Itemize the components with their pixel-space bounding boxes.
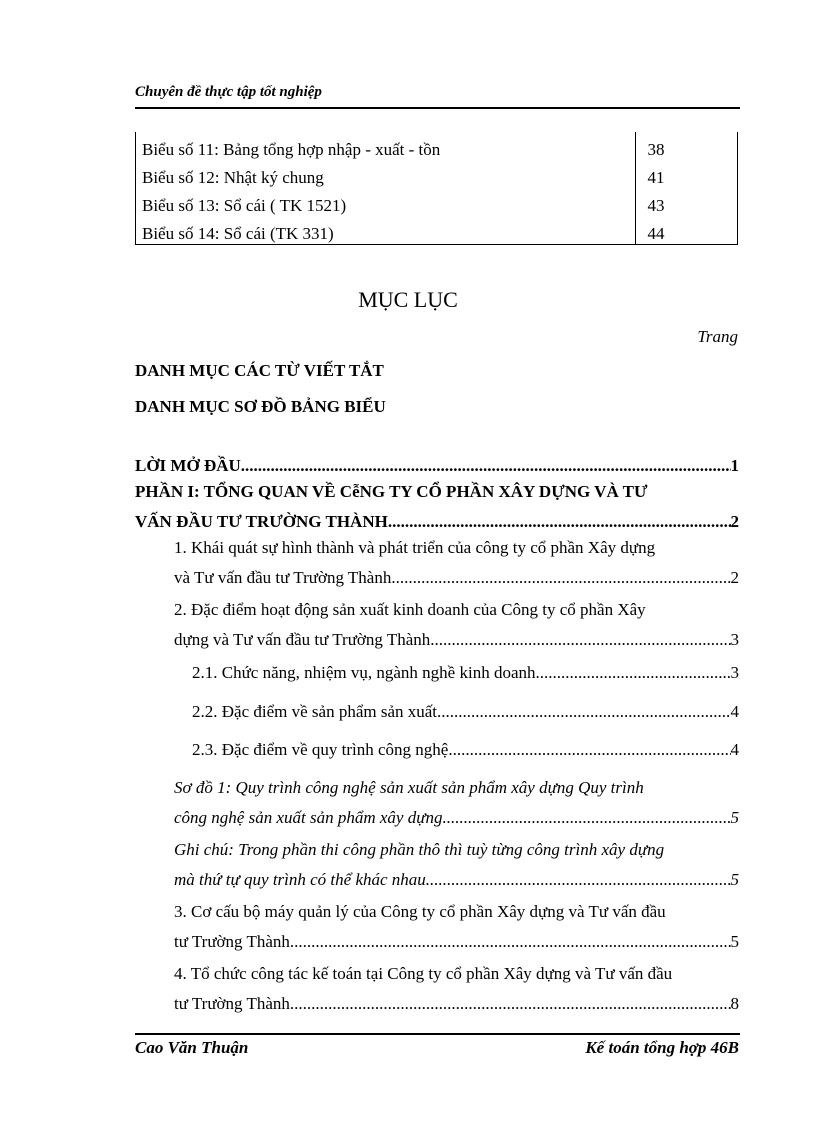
table-row [136, 216, 738, 245]
toc-entry-section-4[interactable] [174, 959, 739, 1019]
toc-entry-text: tư Trường Thành [174, 932, 290, 951]
toc-entry-text: PHẦN I: TỔNG QUAN VỀ CễNG TY CỔ PHẦN XÂY DỰNG VÀ TƯ [135, 482, 648, 501]
toc-entry-section-2[interactable] [174, 595, 739, 655]
toc-entry-text: công nghệ sản xuất sản phẩm xây dựng [174, 808, 443, 827]
toc-entry-text: 2.1. Chức năng, nhiệm vụ, ngành nghề kinh doanh [192, 663, 536, 682]
toc-entry-text: LỜI MỞ ĐẦU [135, 456, 241, 475]
toc-entry-section-2-2[interactable] [192, 697, 739, 727]
toc-entry-text: 2.2. Đặc điểm về sản phẩm sản xuất [192, 702, 438, 721]
toc-entry-text: 2.3. Đặc điểm về quy trình công nghệ [192, 740, 449, 759]
toc-entry-page: 1 [730, 456, 739, 475]
toc-entry-page: 4 [730, 740, 739, 759]
toc-entry-text: 3. Cơ cấu bộ máy quản lý của Công ty cổ phần Xây dựng và Tư vấn đầu [174, 902, 666, 921]
toc-entry-text: 2. Đặc điểm hoạt động sản xuất kinh doanh của Công ty cổ phần Xây [174, 600, 646, 619]
toc-entry-text: Ghi chú: Trong phần thi công phần thô thì tuỳ từng công trình xây dựng [174, 840, 665, 859]
table-cell-label: Biểu số 12: Nhật ký chung [136, 160, 636, 188]
toc-entry-text: 1. Khái quát sự hình thành và phát triển của công ty cổ phần Xây dựng [174, 538, 656, 557]
toc-entry-page: 5 [730, 932, 739, 951]
toc-diagrams-heading: DANH MỤC SƠ ĐỒ BẢNG BIỂU [135, 397, 386, 416]
toc-entry-section-1[interactable] [174, 533, 739, 593]
table-cell-label: Biểu số 11: Bảng tổng hợp nhập - xuất - tồn [136, 132, 636, 160]
table-cell-page: 41 [635, 160, 737, 188]
toc-entry-text: 4. Tổ chức công tác kế toán tại Công ty cổ phần Xây dựng và Tư vấn đầu [174, 964, 673, 983]
header-title: Chuyên đề thực tập tốt nghiệp [135, 84, 322, 100]
toc-entry-text: VẤN ĐẦU TƯ TRƯỜNG THÀNH [135, 512, 388, 531]
toc-entry-text: mà thứ tự quy trình có thể khác nhau [174, 870, 426, 889]
toc-entry-text: và Tư vấn đầu tư Trường Thành. [174, 568, 396, 587]
toc-entry-text: Sơ đồ 1: Quy trình công nghệ sản xuất sản phẩm xây dựng Quy trình [174, 778, 644, 797]
page-column-label: Trang [697, 327, 738, 346]
toc-entry-text: tư Trường Thành [174, 994, 290, 1013]
table-cell-page: 38 [635, 132, 737, 160]
figure-list-table [135, 132, 738, 245]
table-cell-page: 43 [635, 188, 737, 216]
footer-rule [135, 1033, 740, 1035]
toc-entry-page: 2 [730, 512, 739, 531]
toc-entry-note[interactable] [174, 835, 739, 895]
toc-abbreviations-heading: DANH MỤC CÁC TỪ VIẾT TẮT [135, 361, 384, 380]
toc-entry-section-3[interactable] [174, 897, 739, 957]
toc-entry-diagram-1[interactable] [174, 773, 739, 833]
footer-class: Kế toán tổng hợp 46B [585, 1038, 739, 1057]
toc-entry-page: 5 [730, 870, 739, 889]
table-row [136, 188, 738, 216]
toc-entry-section-2-3[interactable] [192, 735, 739, 765]
toc-entry-page: 3 [730, 663, 739, 682]
toc-entry-page: 2 [730, 568, 739, 587]
footer-author: Cao Văn Thuận [135, 1038, 249, 1057]
toc-entry-page: 3 [730, 630, 739, 649]
toc-entry-part1[interactable] [135, 477, 739, 537]
toc-entry-page: 4 [730, 702, 739, 721]
table-row [136, 160, 738, 188]
header-rule [135, 107, 740, 109]
toc-title: MỤC LỤC [358, 287, 458, 312]
table-cell-page: 44 [635, 216, 737, 245]
toc-entry-section-2-1[interactable] [192, 658, 739, 688]
toc-entry-page: 8 [730, 994, 739, 1013]
table-row [136, 132, 738, 160]
toc-entry-text: dựng và Tư vấn đầu tư Trường Thành. [174, 630, 435, 649]
table-cell-label: Biểu số 13: Sổ cái ( TK 1521) [136, 188, 636, 216]
toc-entry-page: 5 [730, 808, 739, 827]
table-cell-label: Biểu số 14: Sổ cái (TK 331) [136, 216, 636, 245]
